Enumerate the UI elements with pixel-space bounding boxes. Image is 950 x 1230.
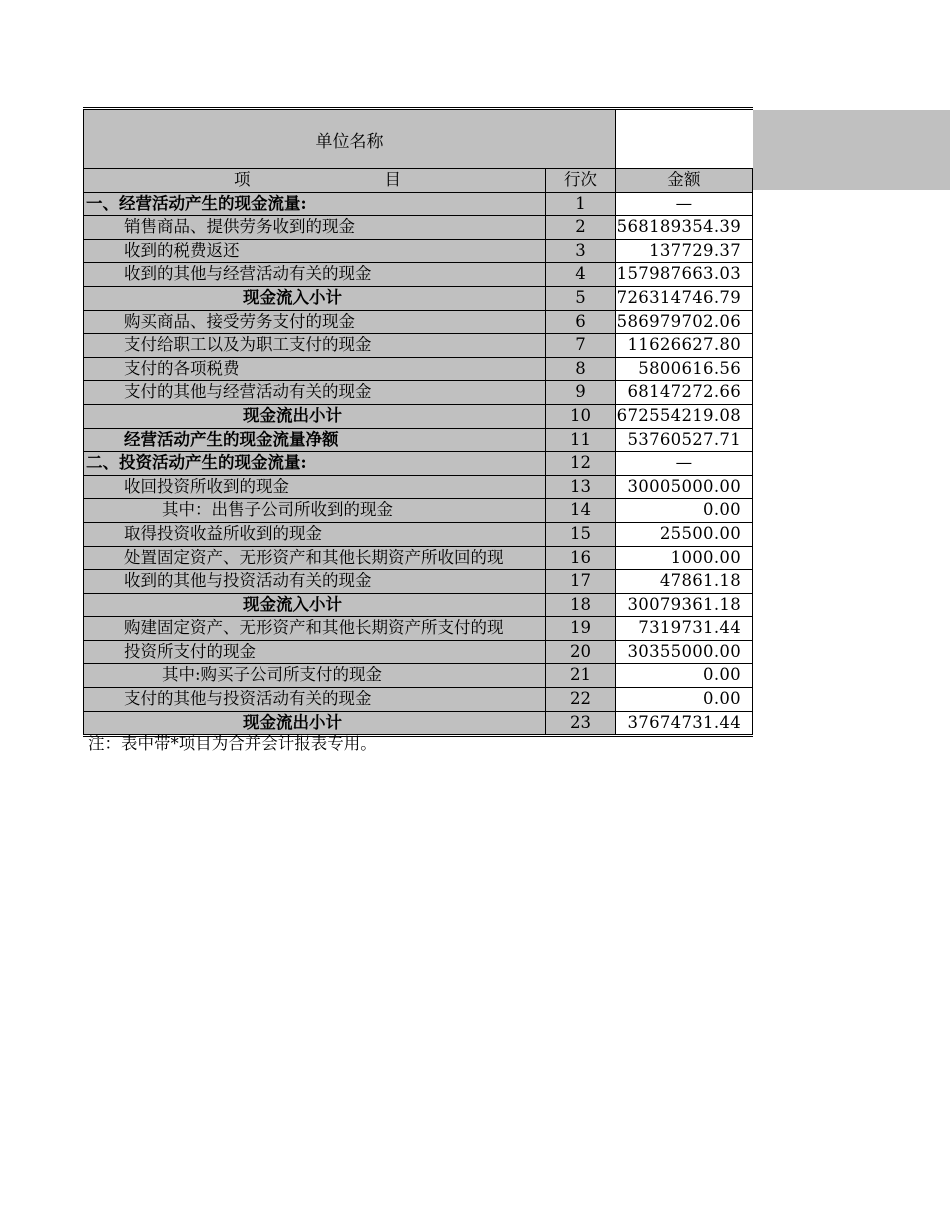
column-header-item bbox=[84, 169, 546, 192]
table-row bbox=[83, 263, 753, 287]
unit-name-value-cell[interactable] bbox=[616, 110, 753, 168]
row-line-no: 9 bbox=[546, 381, 616, 404]
row-amount[interactable]: 11626627.80 bbox=[616, 334, 753, 357]
row-line-no: 4 bbox=[546, 263, 616, 286]
row-item-label: 二、投资活动产生的现金流量: bbox=[84, 452, 546, 475]
row-amount[interactable]: 68147272.66 bbox=[616, 381, 753, 404]
row-line-no: 23 bbox=[546, 712, 616, 735]
row-item-label: 支付的各项税费 bbox=[84, 358, 546, 381]
row-item-label: 支付给职工以及为职工支付的现金 bbox=[84, 334, 546, 357]
table-row bbox=[83, 570, 753, 594]
column-header-row bbox=[83, 169, 753, 193]
table-row bbox=[83, 240, 753, 264]
row-item-label: 购买商品、接受劳务支付的现金 bbox=[84, 311, 546, 334]
row-item-label: 收到的其他与经营活动有关的现金 bbox=[84, 263, 546, 286]
row-amount[interactable]: — bbox=[616, 452, 753, 475]
row-item-label: 其中：出售子公司所收到的现金 bbox=[84, 499, 546, 522]
row-amount[interactable]: 53760527.71 bbox=[616, 429, 753, 452]
table-row bbox=[83, 216, 753, 240]
row-item-label: 投资所支付的现金 bbox=[84, 641, 546, 664]
column-header-line-no: 行次 bbox=[546, 169, 616, 192]
row-item-label: 现金流出小计 bbox=[84, 405, 546, 428]
row-amount[interactable]: 0.00 bbox=[616, 664, 753, 687]
table-row bbox=[83, 523, 753, 547]
table-row bbox=[83, 193, 753, 217]
row-amount[interactable]: 37674731.44 bbox=[616, 712, 753, 735]
row-item-label: 现金流入小计 bbox=[84, 287, 546, 310]
row-line-no: 13 bbox=[546, 476, 616, 499]
row-item-label: 其中:购买子公司所支付的现金 bbox=[84, 664, 546, 687]
row-item-label: 取得投资收益所收到的现金 bbox=[84, 523, 546, 546]
row-line-no: 12 bbox=[546, 452, 616, 475]
table-body bbox=[83, 193, 753, 736]
row-item-label: 收回投资所收到的现金 bbox=[84, 476, 546, 499]
row-amount[interactable]: 1000.00 bbox=[616, 547, 753, 570]
row-line-no: 15 bbox=[546, 523, 616, 546]
row-item-label: 处置固定资产、无形资产和其他长期资产所收回的现 bbox=[84, 547, 546, 570]
row-amount[interactable]: 0.00 bbox=[616, 499, 753, 522]
row-line-no: 6 bbox=[546, 311, 616, 334]
cash-flow-table bbox=[83, 107, 753, 737]
row-amount[interactable]: 30355000.00 bbox=[616, 641, 753, 664]
row-amount[interactable]: 672554219.08 bbox=[616, 405, 753, 428]
row-line-no: 1 bbox=[546, 193, 616, 216]
row-line-no: 17 bbox=[546, 570, 616, 593]
table-row bbox=[83, 311, 753, 335]
row-amount[interactable]: 137729.37 bbox=[616, 240, 753, 263]
row-line-no: 20 bbox=[546, 641, 616, 664]
table-row bbox=[83, 547, 753, 571]
unit-name-row bbox=[83, 110, 753, 169]
row-amount[interactable]: 586979702.06 bbox=[616, 311, 753, 334]
table-row bbox=[83, 688, 753, 712]
row-amount[interactable]: 30005000.00 bbox=[616, 476, 753, 499]
row-amount[interactable]: 0.00 bbox=[616, 688, 753, 711]
row-item-label: 支付的其他与投资活动有关的现金 bbox=[84, 688, 546, 711]
column-header-item-right: 目 bbox=[384, 170, 401, 189]
row-line-no: 16 bbox=[546, 547, 616, 570]
row-amount[interactable]: 7319731.44 bbox=[616, 617, 753, 640]
row-amount[interactable]: 726314746.79 bbox=[616, 287, 753, 310]
table-row bbox=[83, 476, 753, 500]
row-amount[interactable]: — bbox=[616, 193, 753, 216]
row-line-no: 21 bbox=[546, 664, 616, 687]
row-line-no: 18 bbox=[546, 594, 616, 617]
row-amount[interactable]: 5800616.56 bbox=[616, 358, 753, 381]
row-item-label: 现金流入小计 bbox=[84, 594, 546, 617]
row-amount[interactable]: 157987663.03 bbox=[616, 263, 753, 286]
row-item-label: 购建固定资产、无形资产和其他长期资产所支付的现 bbox=[84, 617, 546, 640]
row-line-no: 10 bbox=[546, 405, 616, 428]
row-amount[interactable]: 47861.18 bbox=[616, 570, 753, 593]
row-amount[interactable]: 25500.00 bbox=[616, 523, 753, 546]
row-line-no: 14 bbox=[546, 499, 616, 522]
table-row bbox=[83, 429, 753, 453]
footnote: 注：表中带*项目为合并会计报表专用。 bbox=[88, 734, 377, 753]
row-amount[interactable]: 30079361.18 bbox=[616, 594, 753, 617]
column-header-amount: 金额 bbox=[616, 169, 753, 192]
row-item-label: 支付的其他与经营活动有关的现金 bbox=[84, 381, 546, 404]
table-row bbox=[83, 358, 753, 382]
table-row bbox=[83, 452, 753, 476]
row-item-label: 一、经营活动产生的现金流量: bbox=[84, 193, 546, 216]
row-line-no: 11 bbox=[546, 429, 616, 452]
row-line-no: 2 bbox=[546, 216, 616, 239]
table-row bbox=[83, 405, 753, 429]
row-item-label: 现金流出小计 bbox=[84, 712, 546, 735]
unit-name-label: 单位名称 bbox=[84, 110, 616, 168]
row-line-no: 19 bbox=[546, 617, 616, 640]
row-line-no: 3 bbox=[546, 240, 616, 263]
row-line-no: 5 bbox=[546, 287, 616, 310]
row-line-no: 7 bbox=[546, 334, 616, 357]
row-item-label: 收到的税费返还 bbox=[84, 240, 546, 263]
table-row bbox=[83, 287, 753, 311]
table-row bbox=[83, 594, 753, 618]
table-row bbox=[83, 664, 753, 688]
row-item-label: 经营活动产生的现金流量净额 bbox=[84, 429, 546, 452]
table-row bbox=[83, 381, 753, 405]
row-item-label: 销售商品、提供劳务收到的现金 bbox=[84, 216, 546, 239]
row-line-no: 8 bbox=[546, 358, 616, 381]
row-item-label: 收到的其他与投资活动有关的现金 bbox=[84, 570, 546, 593]
table-row bbox=[83, 641, 753, 665]
row-amount[interactable]: 568189354.39 bbox=[616, 216, 753, 239]
table-row bbox=[83, 617, 753, 641]
table-row bbox=[83, 499, 753, 523]
row-line-no: 22 bbox=[546, 688, 616, 711]
column-header-item-left: 项 bbox=[234, 170, 251, 189]
header-gray-band bbox=[752, 110, 950, 190]
table-row bbox=[83, 334, 753, 358]
